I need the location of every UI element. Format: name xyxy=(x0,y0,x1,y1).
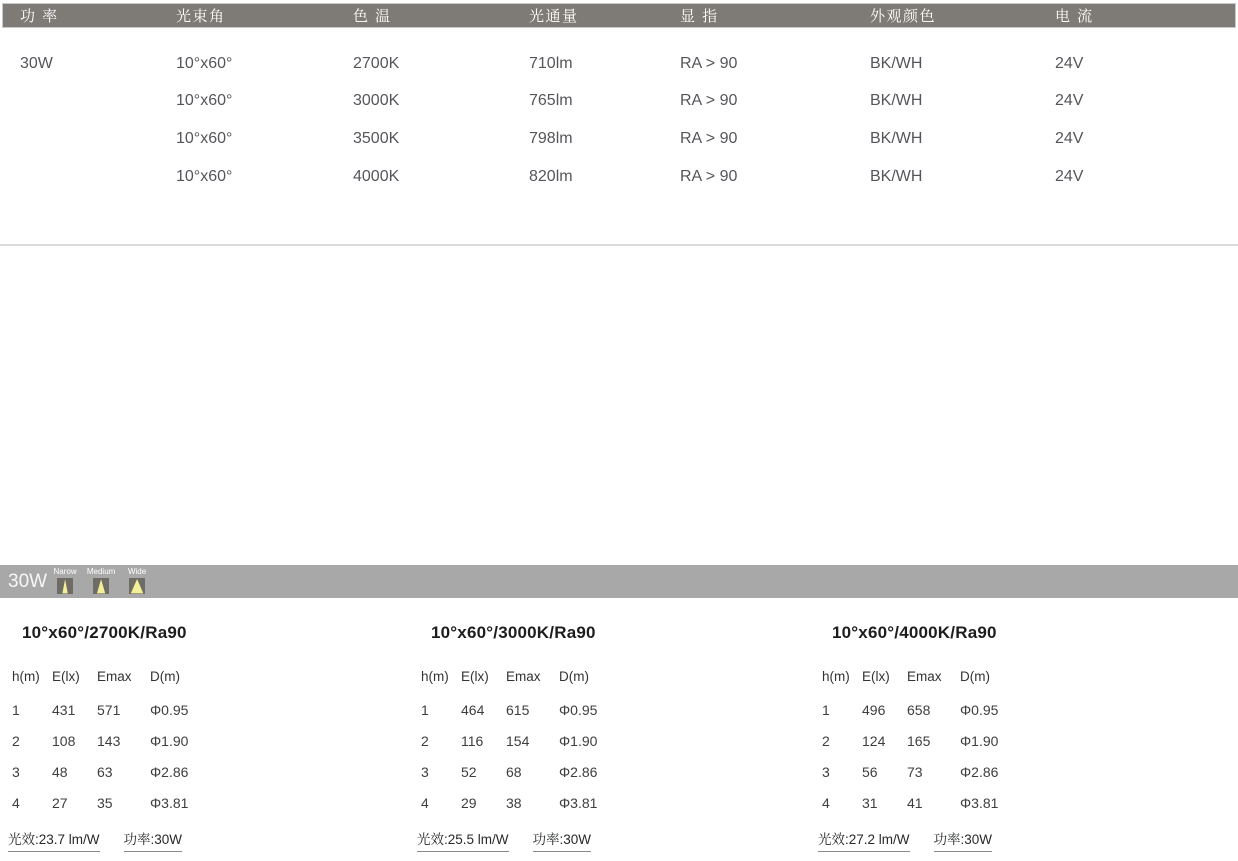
cell-d: Φ3.81 xyxy=(559,794,598,811)
header-height: h(m) xyxy=(421,669,449,684)
cell-power: 30W xyxy=(20,54,53,72)
photometric-title: 10°x60°/2700K/Ra90 xyxy=(22,623,187,642)
photometric-table-2700k xyxy=(8,618,278,852)
medium-beam-icon xyxy=(86,567,116,594)
narrow-beam-label: Narow xyxy=(53,567,77,576)
section-divider xyxy=(0,244,1238,246)
cell-d: Φ0.95 xyxy=(150,701,189,718)
cell-elx: 52 xyxy=(461,763,477,780)
cell-current: 24V xyxy=(1055,129,1084,147)
photometric-body xyxy=(818,694,1088,818)
spec-table-header-row xyxy=(0,3,1238,28)
cell-h: 4 xyxy=(12,794,20,811)
efficacy-value: 光效:25.5 lm/W xyxy=(417,828,509,852)
header-emax: Emax xyxy=(97,669,132,684)
spec-header-power: 功 率 xyxy=(20,8,59,25)
cell-finish: BK/WH xyxy=(870,92,923,110)
cell-elx: 496 xyxy=(862,701,886,718)
cell-emax: 615 xyxy=(506,701,530,718)
header-lux: E(lx) xyxy=(862,669,890,684)
header-lux: E(lx) xyxy=(461,669,489,684)
cell-elx: 108 xyxy=(52,732,76,749)
header-diameter: D(m) xyxy=(960,669,990,684)
cell-h: 1 xyxy=(12,701,20,718)
cell-cct: 4000K xyxy=(353,167,400,185)
cell-elx: 27 xyxy=(52,794,68,811)
cell-cri: RA > 90 xyxy=(680,92,738,110)
photometric-row xyxy=(8,756,278,787)
cell-emax: 658 xyxy=(907,701,931,718)
cell-elx: 116 xyxy=(461,732,484,749)
cell-emax: 154 xyxy=(506,732,530,749)
cell-lumen: 710lm xyxy=(529,54,573,72)
cell-d: Φ3.81 xyxy=(960,794,999,811)
cell-d: Φ2.86 xyxy=(559,763,598,780)
cell-h: 3 xyxy=(12,763,20,780)
photometric-footer xyxy=(417,828,687,852)
cell-d: Φ0.95 xyxy=(960,701,999,718)
beam-band xyxy=(0,565,1238,598)
cell-emax: 41 xyxy=(907,794,923,811)
spec-header-cri: 显 指 xyxy=(680,8,719,25)
cell-elx: 31 xyxy=(862,794,878,811)
cell-d: Φ2.86 xyxy=(150,763,189,780)
cell-emax: 571 xyxy=(97,701,121,718)
photometric-title: 10°x60°/4000K/Ra90 xyxy=(832,623,997,642)
medium-beam-label: Medium xyxy=(86,567,116,576)
cell-lumen: 820lm xyxy=(529,167,573,185)
photometric-header-row xyxy=(818,669,1088,684)
cell-cri: RA > 90 xyxy=(680,54,738,72)
cell-elx: 431 xyxy=(52,701,76,718)
cell-beam: 10°x60° xyxy=(176,92,233,110)
photometric-row xyxy=(818,694,1088,725)
cell-emax: 73 xyxy=(907,763,923,780)
cell-emax: 35 xyxy=(97,794,113,811)
cell-h: 3 xyxy=(822,763,830,780)
cell-d: Φ1.90 xyxy=(960,732,999,749)
cell-emax: 68 xyxy=(506,763,522,780)
photometric-row xyxy=(417,787,687,818)
cell-cct: 2700K xyxy=(353,54,400,72)
cell-h: 1 xyxy=(421,701,429,718)
cell-h: 2 xyxy=(421,732,429,749)
photometric-row xyxy=(417,756,687,787)
cell-d: Φ1.90 xyxy=(150,732,189,749)
header-emax: Emax xyxy=(506,669,541,684)
beam-icon-group xyxy=(54,565,148,598)
photometric-row xyxy=(818,787,1088,818)
photometric-row xyxy=(417,725,687,756)
cell-elx: 124 xyxy=(862,732,886,749)
cell-h: 2 xyxy=(822,732,830,749)
photometric-title: 10°x60°/3000K/Ra90 xyxy=(431,623,596,642)
cell-h: 3 xyxy=(421,763,429,780)
cell-current: 24V xyxy=(1055,167,1084,185)
cell-d: Φ3.81 xyxy=(150,794,189,811)
cell-current: 24V xyxy=(1055,92,1084,110)
photometric-row xyxy=(818,725,1088,756)
cell-cct: 3000K xyxy=(353,92,400,110)
photometric-header-row xyxy=(8,669,278,684)
cell-d: Φ2.86 xyxy=(960,763,999,780)
power-value: 功率:30W xyxy=(934,828,993,852)
cell-lumen: 765lm xyxy=(529,92,573,110)
cell-d: Φ0.95 xyxy=(559,701,598,718)
photometric-body xyxy=(8,694,278,818)
spec-table-row xyxy=(0,158,1238,196)
spec-header-lumen: 光通量 xyxy=(529,8,579,25)
photometric-footer xyxy=(8,828,278,852)
photometric-row xyxy=(818,756,1088,787)
spec-header-finish: 外观颜色 xyxy=(870,8,937,25)
cell-cct: 3500K xyxy=(353,129,400,147)
photometric-row xyxy=(417,694,687,725)
header-height: h(m) xyxy=(12,669,40,684)
cell-h: 1 xyxy=(822,701,830,718)
spec-header-cct: 色 温 xyxy=(353,8,392,25)
cell-emax: 63 xyxy=(97,763,113,780)
header-diameter: D(m) xyxy=(150,669,180,684)
photometric-row xyxy=(8,694,278,725)
header-lux: E(lx) xyxy=(52,669,80,684)
wide-beam-label: Wide xyxy=(127,567,147,576)
wide-beam-glyph xyxy=(129,578,145,594)
photometric-table-3000k xyxy=(417,618,687,852)
narrow-beam-glyph xyxy=(57,578,73,594)
cell-finish: BK/WH xyxy=(870,54,923,72)
header-diameter: D(m) xyxy=(559,669,589,684)
cell-finish: BK/WH xyxy=(870,167,923,185)
cell-emax: 38 xyxy=(506,794,522,811)
cell-cri: RA > 90 xyxy=(680,129,738,147)
photometric-header-row xyxy=(417,669,687,684)
header-emax: Emax xyxy=(907,669,942,684)
photometric-body xyxy=(417,694,687,818)
cell-beam: 10°x60° xyxy=(176,129,233,147)
efficacy-value: 光效:23.7 lm/W xyxy=(8,828,100,852)
cell-d: Φ1.90 xyxy=(559,732,598,749)
power-value: 功率:30W xyxy=(124,828,183,852)
wide-beam-icon xyxy=(126,567,148,594)
band-power-label: 30W xyxy=(8,570,48,592)
medium-beam-glyph xyxy=(93,578,109,594)
cell-h: 2 xyxy=(12,732,20,749)
cell-elx: 29 xyxy=(461,794,477,811)
spec-table-row xyxy=(0,120,1238,158)
cell-elx: 464 xyxy=(461,701,485,718)
spec-table-body xyxy=(0,45,1238,195)
spec-header-current: 电 流 xyxy=(1055,8,1094,25)
spec-table-row xyxy=(0,45,1238,83)
photometric-table-4000k xyxy=(818,618,1088,852)
cell-beam: 10°x60° xyxy=(176,167,233,185)
cell-emax: 143 xyxy=(97,732,121,749)
narrow-beam-icon xyxy=(54,567,76,594)
cell-elx: 56 xyxy=(862,763,878,780)
efficacy-value: 光效:27.2 lm/W xyxy=(818,828,910,852)
cell-h: 4 xyxy=(822,794,830,811)
cell-cri: RA > 90 xyxy=(680,167,738,185)
spec-table-row xyxy=(0,83,1238,121)
cell-beam: 10°x60° xyxy=(176,54,233,72)
photometric-footer xyxy=(818,828,1088,852)
cell-finish: BK/WH xyxy=(870,129,923,147)
cell-current: 24V xyxy=(1055,54,1084,72)
spec-header-beam-angle: 光束角 xyxy=(176,8,226,25)
cell-lumen: 798lm xyxy=(529,129,573,147)
cell-h: 4 xyxy=(421,794,429,811)
power-value: 功率:30W xyxy=(533,828,592,852)
cell-emax: 165 xyxy=(907,732,931,749)
header-height: h(m) xyxy=(822,669,850,684)
cell-elx: 48 xyxy=(52,763,68,780)
photometric-row xyxy=(8,725,278,756)
photometric-row xyxy=(8,787,278,818)
